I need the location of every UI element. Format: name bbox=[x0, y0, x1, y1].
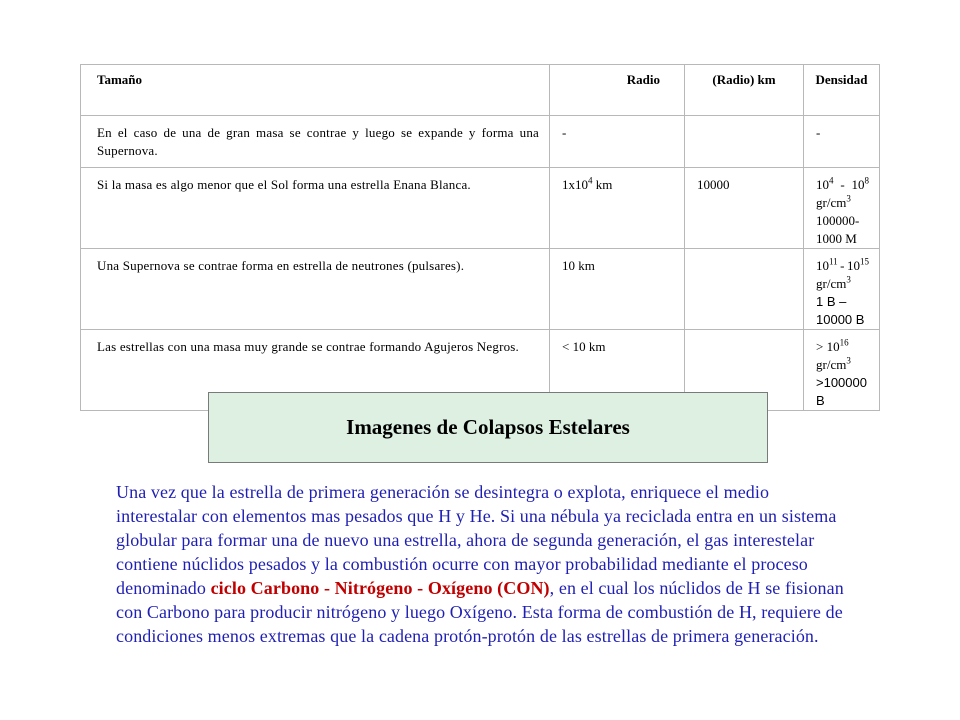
table-row bbox=[81, 249, 880, 330]
row-densidad: - bbox=[804, 116, 880, 168]
header-radio: Radio bbox=[550, 65, 685, 116]
density-low-exp: 11 bbox=[829, 256, 838, 267]
paragraph-text-1: Una vez que la estrella de primera generación se desintegra o explota, enriquece el medio interestalar con elementos mas pesados que H y He. Si una nébula ya reciclada entra en un sistema globular para formar una de nuevo una estrella, ahora de segunda generación, el gas interestelar contiene núclidos pesados y la combustión ocurre con mayor probabilidad mediante el proceso denominado bbox=[116, 482, 837, 598]
row-radio: - bbox=[550, 116, 685, 168]
row-radio: < 10 km bbox=[550, 330, 685, 411]
density-value: > $10^{16}$ $gr/cm^3$ bbox=[816, 337, 851, 372]
density-low-base: 10 bbox=[816, 177, 829, 192]
density-high-base: 10 bbox=[846, 258, 860, 273]
row-radio-km bbox=[685, 249, 804, 330]
density-extra: 1 B – 10000 B bbox=[816, 294, 865, 327]
section-title: Imagenes de Colapsos Estelares bbox=[346, 415, 630, 439]
table-header-row bbox=[81, 65, 880, 116]
row-description: Si la masa es algo menor que el Sol forma una estrella Enana Blanca. bbox=[81, 168, 550, 249]
density-high-base: 10 bbox=[851, 177, 865, 192]
density-range bbox=[816, 176, 869, 194]
stellar-collapse-table bbox=[80, 64, 880, 411]
row-radio-km: 10000 bbox=[685, 168, 804, 249]
row-densidad bbox=[804, 249, 880, 330]
density-high-exp: 8 bbox=[864, 175, 869, 186]
radio-base: 1x10 bbox=[562, 177, 588, 192]
density-unit: $gr/cm^3$ bbox=[816, 274, 851, 291]
row-radio bbox=[550, 168, 685, 249]
density-extra: >100000 B bbox=[816, 375, 867, 408]
section-title-banner bbox=[208, 392, 768, 463]
row-radio: 10 km bbox=[550, 249, 685, 330]
radio-unit: km bbox=[592, 177, 613, 192]
paragraph-text-2: , en el cual los núclidos de H se fisionan con Carbono para producir nitrógeno y luego Oxígeno. Esta forma de combustión de H, requiere de condiciones menos extremas que la cadena protón-protón de las estrellas de primera generación. bbox=[116, 578, 844, 646]
header-radio-km: (Radio) km bbox=[685, 65, 804, 116]
density-low-base: 10 bbox=[816, 258, 829, 273]
row-description: Las estrellas con una masa muy grande se contrae formando Agujeros Negros. bbox=[81, 330, 550, 411]
row-description: En el caso de una de gran masa se contrae y luego se expande y forma una Supernova. bbox=[81, 116, 550, 168]
row-densidad bbox=[804, 330, 880, 411]
row-radio-km bbox=[685, 116, 804, 168]
table-row bbox=[81, 116, 880, 168]
density-unit: $gr/cm^3$ bbox=[816, 193, 851, 210]
density-separator: - bbox=[840, 258, 845, 273]
density-separator: - bbox=[840, 177, 845, 192]
header-densidad: Densidad bbox=[804, 65, 880, 116]
row-description: Una Supernova se contrae forma en estrella de neutrones (pulsares). bbox=[81, 249, 550, 330]
radio-exponent: 4 bbox=[588, 175, 593, 186]
density-range bbox=[816, 257, 869, 275]
density-extra: 100000-1000 M bbox=[816, 213, 860, 246]
density-high-exp: 15 bbox=[859, 256, 869, 267]
cno-cycle-highlight: ciclo Carbono - Nitrógeno - Oxígeno (CON) bbox=[210, 578, 550, 598]
body-paragraph bbox=[116, 480, 848, 648]
density-low-exp: 4 bbox=[829, 175, 834, 186]
header-tamano: Tamaño bbox=[81, 65, 550, 116]
row-densidad bbox=[804, 168, 880, 249]
table-row bbox=[81, 168, 880, 249]
